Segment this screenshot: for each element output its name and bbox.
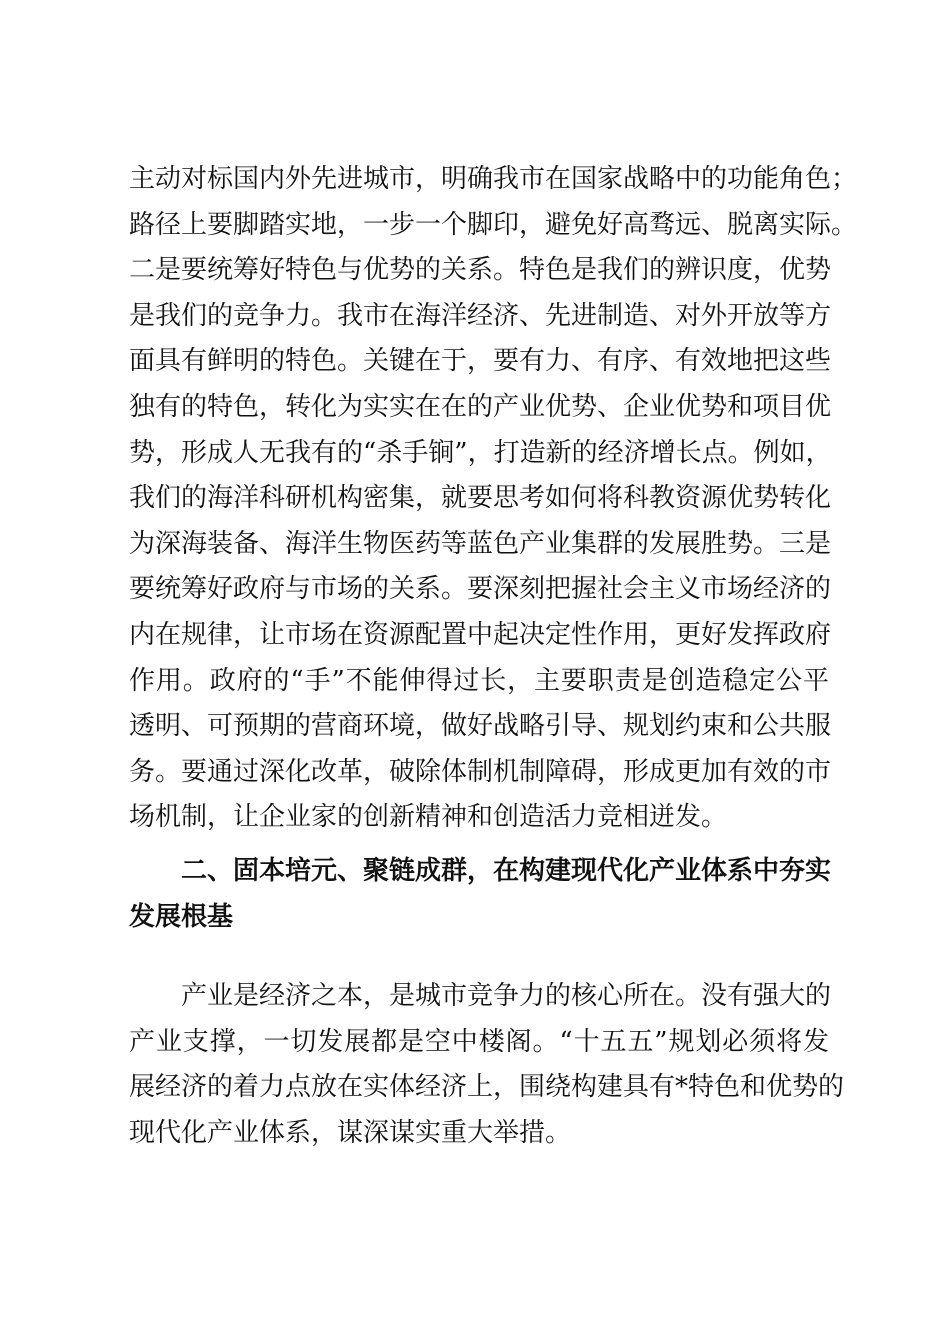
text-line: 我们的海洋科研机构密集，就要思考如何将科教资源优势转化 [129,483,832,514]
text-line: 要统筹好政府与市场的关系。要深刻把握社会主义市场经济的 [129,574,832,605]
text-line: 展经济的着力点放在实体经济上，围绕构建具有*特色和优势的 [129,1072,845,1103]
text-line: 二是要统筹好特色与优势的关系。特色是我们的辨识度，优势 [129,255,832,286]
text-line: 独有的特色，转化为实实在在的产业优势、企业优势和项目优 [129,391,832,422]
text-line: 透明、可预期的营商环境，做好战略引导、规划约束和公共服 [129,711,832,742]
body-paragraph-1 [129,157,858,841]
text-line: 内在规律，让市场在资源配置中起决定性作用，更好发挥政府 [129,619,832,650]
body-paragraph-2 [129,974,845,1156]
text-line: 势，形成人无我有的“杀手锏”，打造新的经济增长点。例如， [129,437,832,468]
text-line: 作用。政府的“手”不能伸得过长，主要职责是创造稳定公平 [129,665,829,696]
text-line: 产业是经济之本，是城市竞争力的核心所在。没有强大的 [181,981,832,1011]
text-line: 务。要通过深化改革，破除体制机制障碍，形成更加有效的市 [129,756,832,787]
section-heading-2 [129,849,832,940]
text-line: 为深海装备、海洋生物医药等蓝色产业集群的发展胜势。三是 [129,528,832,559]
text-line: 产业支撑，一切发展都是空中楼阁。“十五五”规划必须将发 [129,1026,829,1057]
text-line: 是我们的竞争力。我市在海洋经济、先进制造、对外开放等方 [129,300,832,331]
text-line: 主动对标国内外先进城市，明确我市在国家战略中的功能角色； [129,164,858,194]
heading-line: 发展根基 [129,901,234,932]
text-line: 路径上要脚踏实地，一步一个脚印，避免好高骛远、脱离实际。 [129,209,858,240]
text-line: 场机制，让企业家的创新精神和创造活力竞相迸发。 [129,802,728,833]
heading-line: 二、固本培元、聚链成群，在构建现代化产业体系中夯实 [181,856,832,886]
text-line: 面具有鲜明的特色。关键在于，要有力、有序、有效地把这些 [129,346,832,377]
text-line: 现代化产业体系，谋深谋实重大举措。 [129,1117,572,1148]
